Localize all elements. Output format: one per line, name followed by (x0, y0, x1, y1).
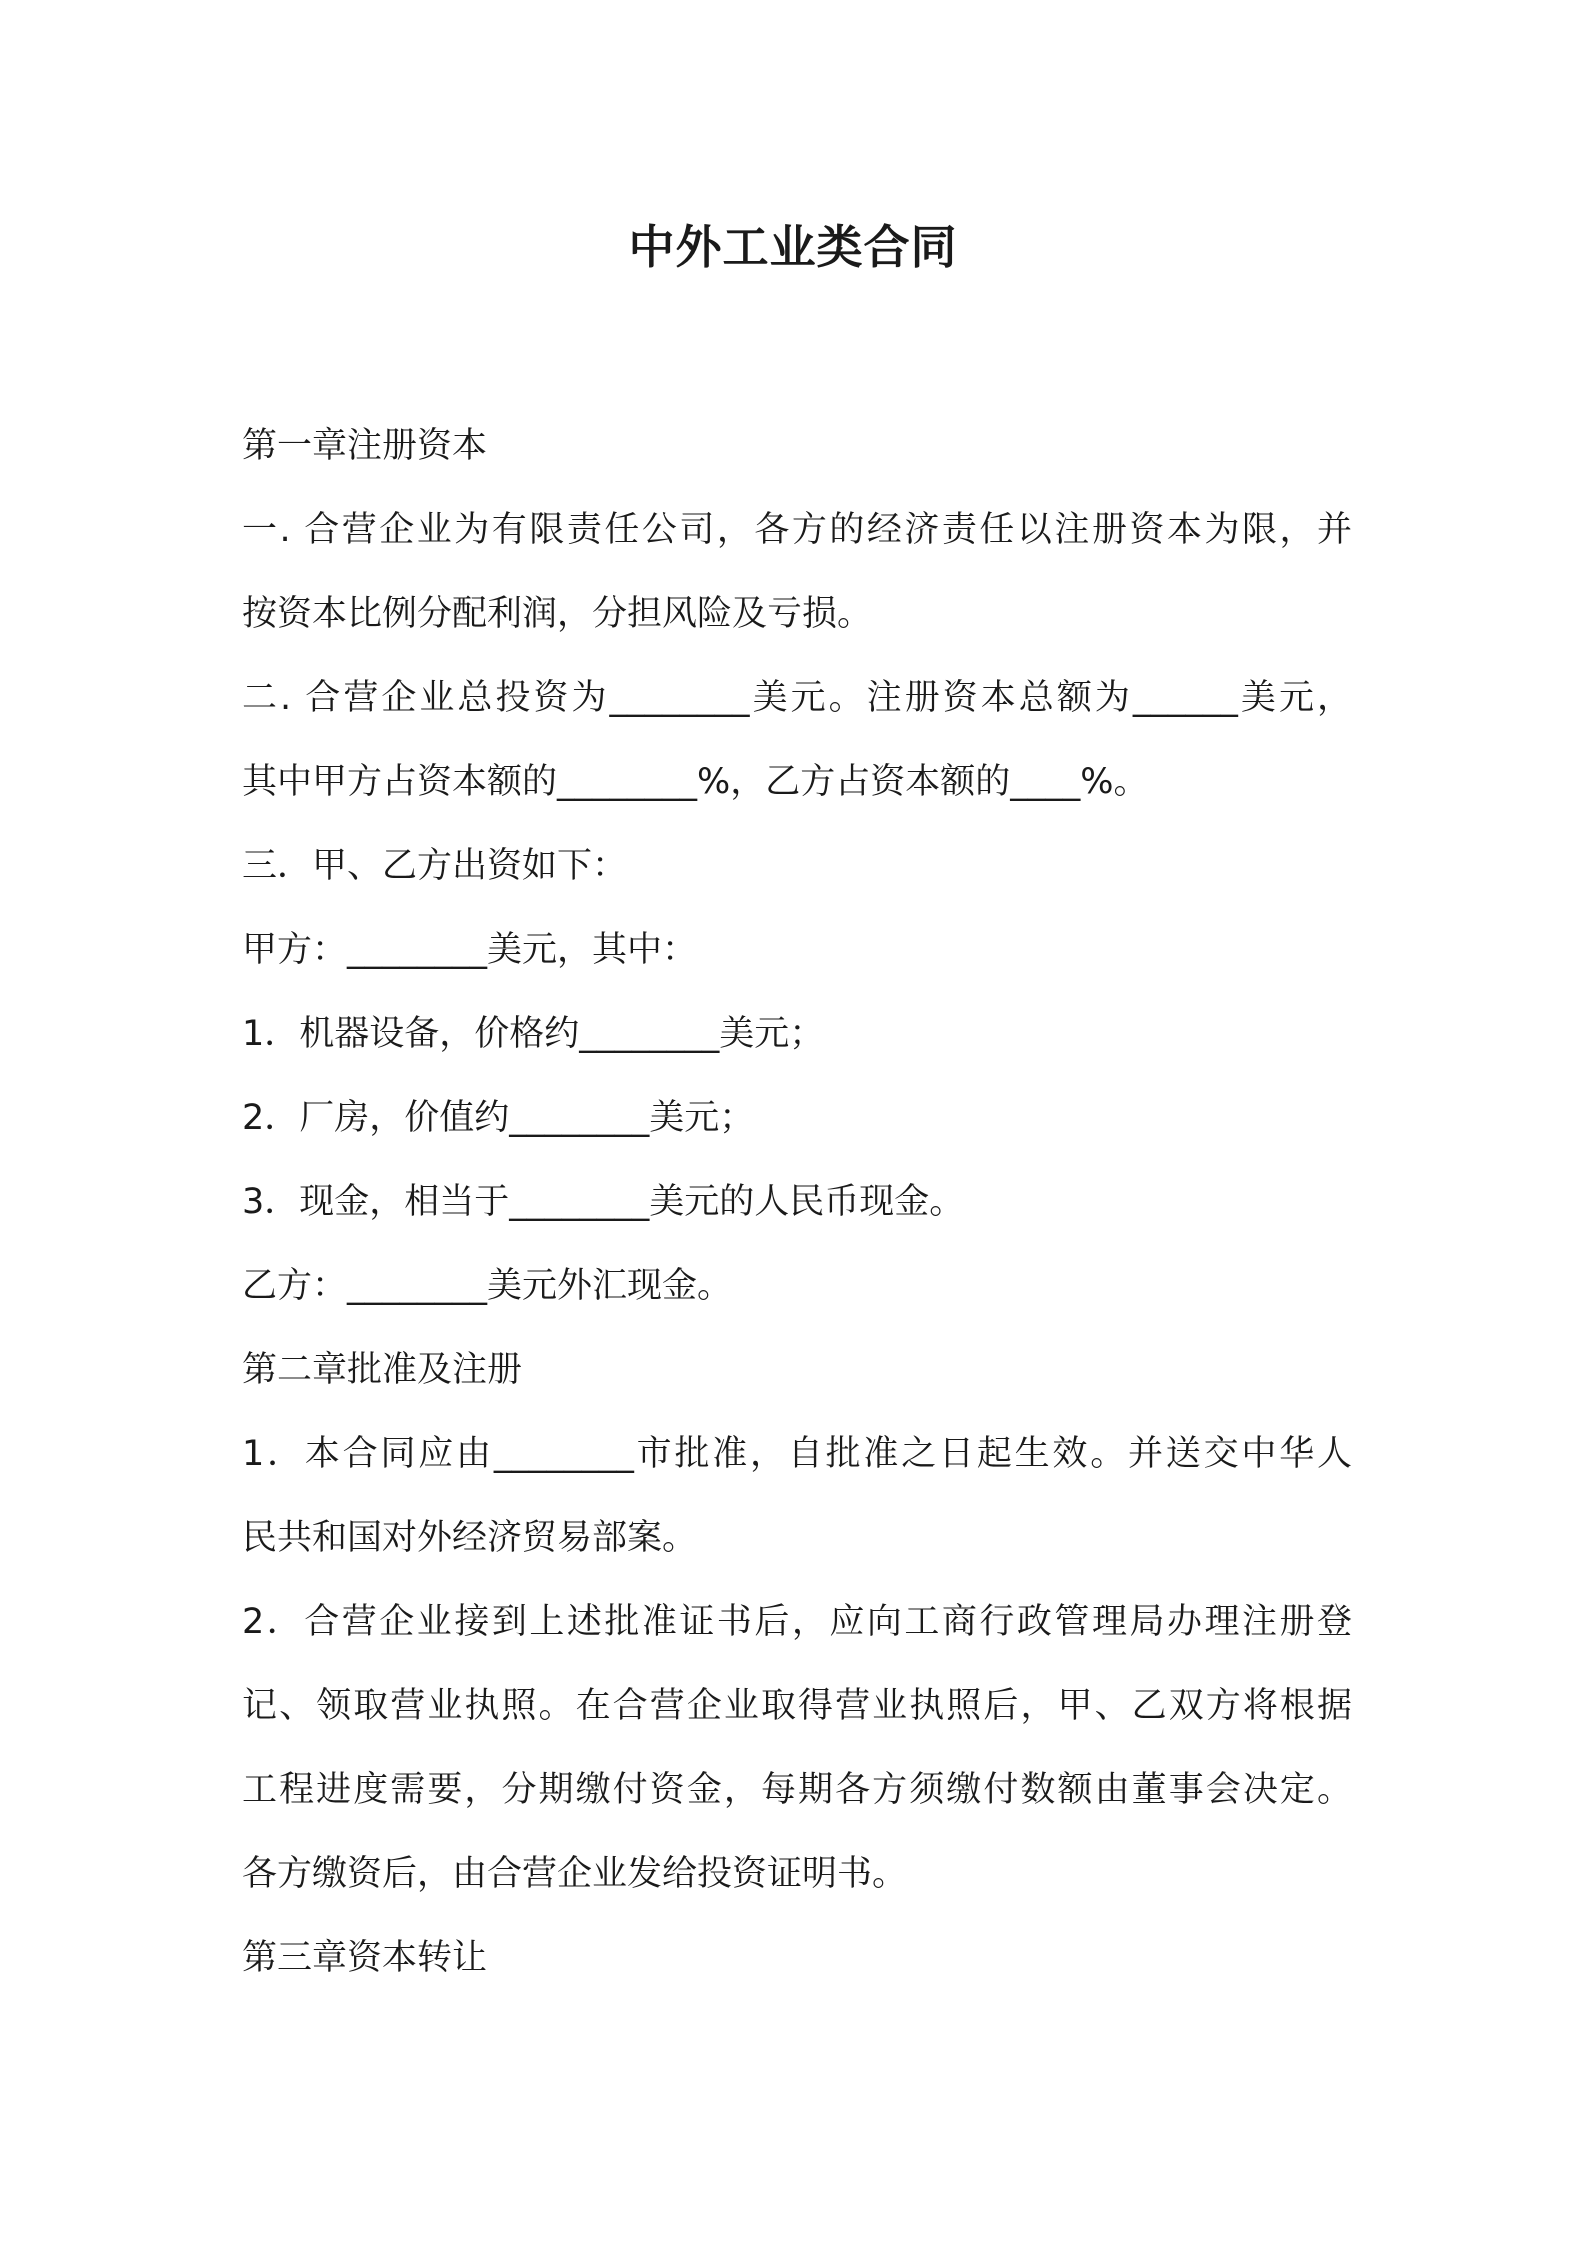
list-item: 1．机器设备，价格约________美元； (242, 1014, 825, 1054)
paragraph-line: 甲方：________美元，其中： (242, 930, 698, 970)
paragraph-line: 民共和国对外经济贸易部案。 (242, 1518, 698, 1558)
paragraph-line: 工程进度需要，分期缴付资金，每期各方须缴付数额由董事会决定。 (242, 1770, 1352, 1810)
paragraph-line: 三．甲、乙方出资如下： (242, 846, 628, 886)
paragraph-line: 二. 合营企业总投资为________美元。注册资本总额为______美元， (242, 678, 1352, 718)
paragraph-line: 乙方：________美元外汇现金。 (242, 1266, 733, 1306)
document-title: 中外工业类合同 (628, 220, 958, 274)
paragraph-line: 各方缴资后，由合营企业发给投资证明书。 (242, 1854, 908, 1894)
list-item: 2．合营企业接到上述批准证书后，应向工商行政管理局办理注册登 (242, 1602, 1352, 1642)
document-body (242, 404, 1352, 2000)
list-item: 1．本合同应由________市批准，自批准之日起生效。并送交中华人 (242, 1434, 1352, 1474)
paragraph-line: 一. 合营企业为有限责任公司，各方的经济责任以注册资本为限，并 (242, 510, 1352, 550)
chapter-heading-2: 第二章批准及注册 (242, 1350, 523, 1390)
paragraph-line: 其中甲方占资本额的________%，乙方占资本额的____%。 (242, 762, 1149, 802)
paragraph-line: 按资本比例分配利润，分担风险及亏损。 (242, 594, 873, 634)
list-item: 2．厂房，价值约________美元； (242, 1098, 755, 1138)
paragraph-line: 记、领取营业执照。在合营企业取得营业执照后，甲、乙双方将根据 (242, 1686, 1352, 1726)
chapter-heading-3: 第三章资本转让 (242, 1938, 488, 1978)
chapter-heading-1: 第一章注册资本 (242, 426, 488, 466)
list-item: 3．现金，相当于________美元的人民币现金。 (242, 1182, 965, 1222)
